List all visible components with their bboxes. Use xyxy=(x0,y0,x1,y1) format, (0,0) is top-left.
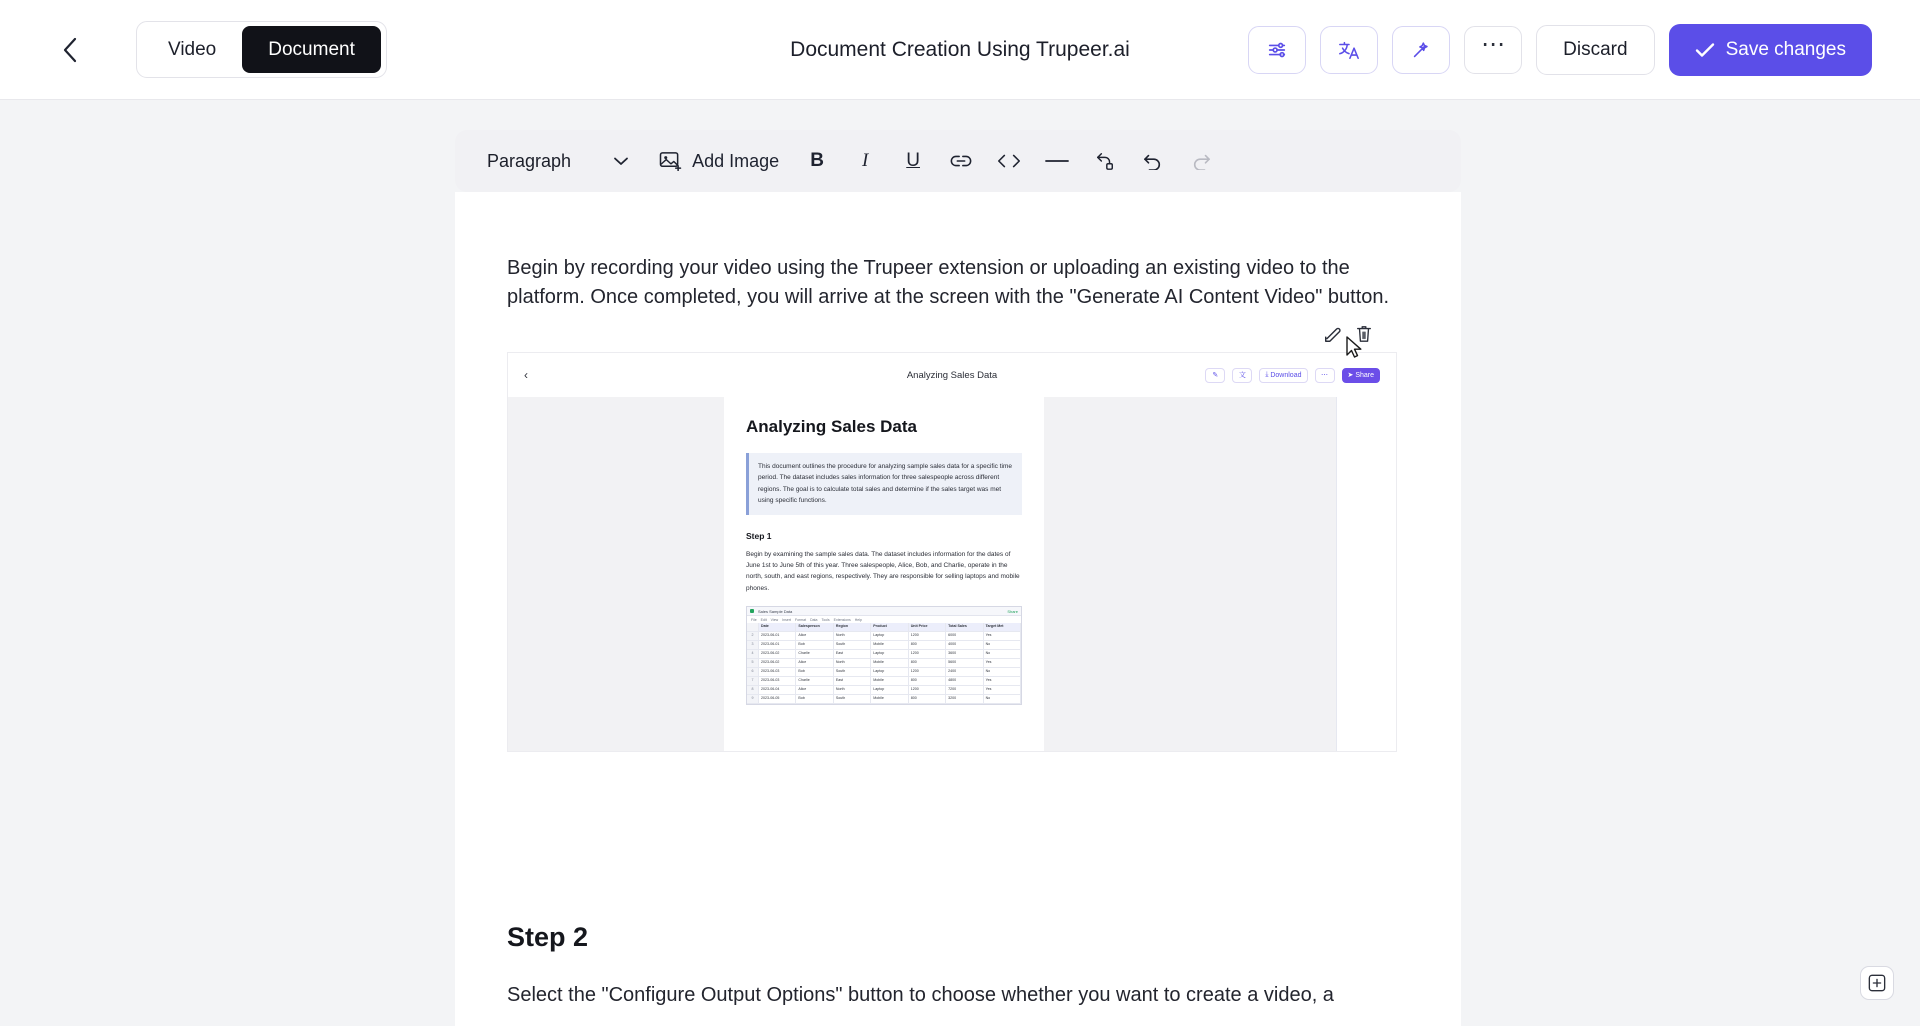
sheet-cell: Mobile xyxy=(871,677,908,686)
sheet-cell: Alice xyxy=(796,659,833,668)
screenshot-canvas xyxy=(508,397,1396,752)
undo-icon xyxy=(1142,152,1164,170)
sheet-cell: 2023-06-04 xyxy=(759,686,796,695)
download-icon: ⤓ xyxy=(1265,371,1271,378)
sheet-cell: Yes xyxy=(984,677,1021,686)
spreadsheet-menubar xyxy=(747,616,1021,623)
sheet-cell: 3600 xyxy=(946,650,983,659)
sheet-cell: Mobile xyxy=(871,641,908,650)
sheet-cell: Alice xyxy=(796,686,833,695)
settings-sliders-icon xyxy=(1266,39,1288,61)
sheet-cell: 2023-06-01 xyxy=(759,641,796,650)
more-options-button[interactable]: ⋯ xyxy=(1464,26,1522,74)
chevron-left-icon: ‹ xyxy=(524,368,528,382)
sheet-row-number xyxy=(747,623,759,632)
undo-button[interactable] xyxy=(1131,139,1175,183)
sheet-cell: No xyxy=(984,695,1021,704)
sheet-cell: South xyxy=(834,695,871,704)
settings-sliders-button[interactable] xyxy=(1248,26,1306,74)
sheet-cell: Alice xyxy=(796,632,833,641)
sheet-cell: Bob xyxy=(796,695,833,704)
sheet-cell: Yes xyxy=(984,659,1021,668)
sheet-header-cell: Product xyxy=(871,623,908,632)
save-changes-label: Save changes xyxy=(1725,38,1846,60)
intro-paragraph: Begin by recording your video using the Trupeer extension or uploading an existing video to the platform. Once completed, you will arrive at the screen with the "Generate AI Content Video" button. xyxy=(507,257,1390,308)
screenshot-title: Analyzing Sales Data xyxy=(906,369,998,381)
translate-icon xyxy=(1337,39,1361,61)
redo-icon xyxy=(1190,152,1212,170)
sheet-row-number: 8 xyxy=(747,686,759,695)
magic-wand-button[interactable] xyxy=(1392,26,1450,74)
code-brackets-icon xyxy=(996,153,1022,169)
editor-stage xyxy=(0,100,1920,1026)
sheet-cell: 4000 xyxy=(946,641,983,650)
add-image-label: Add Image xyxy=(692,150,780,171)
sheet-cell: Charlie xyxy=(796,650,833,659)
sheet-cell: South xyxy=(834,668,871,677)
sheet-cell: 2023-06-05 xyxy=(759,695,796,704)
screenshot-doc-title: Analyzing Sales Data xyxy=(746,417,918,436)
sheet-cell: East xyxy=(834,650,871,659)
sheet-cell: Laptop xyxy=(871,686,908,695)
code-button[interactable] xyxy=(987,139,1031,183)
tab-document[interactable]: Document xyxy=(242,26,381,73)
screenshot-document xyxy=(724,397,1044,752)
sheet-cell: North xyxy=(834,659,871,668)
sheet-cell: Laptop xyxy=(871,650,908,659)
add-block-icon xyxy=(1868,974,1886,992)
screenshot-step-paragraph: Begin by examining the sample sales data. The dataset includes information for the dates of June 1st to June 5th of this year. Three salespeople, Alice, Bob, and Charlie, operate in the north, south, and east regions, respectively. They are responsible for selling laptops and mobile phones. xyxy=(746,550,1020,592)
sheet-cell: Bob xyxy=(796,641,833,650)
sheet-cell: No xyxy=(984,650,1021,659)
menu-insert: Insert xyxy=(782,617,791,622)
screenshot-header xyxy=(508,353,1396,397)
sheet-cell: 2400 xyxy=(946,668,983,677)
back-button[interactable] xyxy=(48,28,92,72)
sheet-cell: 3200 xyxy=(946,695,983,704)
screenshot-callout: This document outlines the procedure for analyzing sample sales data for a specific time period. The dataset includes sales information for three salespeople across different regions. The goal is to calculate total sales and determine if the sales target was met using specific functions. xyxy=(746,453,1022,515)
sheet-cell: Laptop xyxy=(871,668,908,677)
chevron-down-icon xyxy=(613,156,629,166)
spacer xyxy=(507,752,1409,922)
sheet-cell: 800 xyxy=(909,659,946,668)
sheet-row-number: 5 xyxy=(747,659,759,668)
spreadsheet-grid xyxy=(747,623,1021,704)
underline-button[interactable]: U xyxy=(906,150,920,171)
image-toolbar xyxy=(1323,324,1373,350)
step2-paragraph: Select the "Configure Output Options" button to choose whether you want to create a video, a xyxy=(507,984,1334,1006)
sheet-cell: 1200 xyxy=(909,668,946,677)
sheet-cell: 1200 xyxy=(909,650,946,659)
spreadsheet-side-panel xyxy=(1336,397,1396,752)
mode-switch xyxy=(136,21,387,78)
save-changes-button[interactable] xyxy=(1669,24,1872,76)
horizontal-rule-icon xyxy=(1045,158,1069,164)
add-block-button[interactable] xyxy=(1860,966,1894,1000)
image-icon xyxy=(659,151,682,171)
mini-download-label: Download xyxy=(1270,371,1302,379)
redo-button[interactable] xyxy=(1179,139,1223,183)
embedded-image-block[interactable] xyxy=(507,352,1397,752)
menu-edit: Edit xyxy=(760,617,767,622)
top-bar xyxy=(0,0,1920,100)
menu-file: File xyxy=(751,617,757,622)
screenshot-step-heading: Step 1 xyxy=(746,530,772,541)
sheet-cell: 6000 xyxy=(946,632,983,641)
sheet-header-cell: Unit Price xyxy=(909,623,946,632)
check-icon xyxy=(1695,42,1715,58)
editor-toolbar xyxy=(455,130,1461,192)
sheet-cell: 800 xyxy=(909,695,946,704)
discard-button[interactable]: Discard xyxy=(1536,25,1654,75)
embed-icon xyxy=(1094,151,1116,171)
top-actions xyxy=(1248,24,1894,76)
menu-view: View xyxy=(770,617,779,622)
sheet-cell: Laptop xyxy=(871,632,908,641)
spreadsheet-titlebar xyxy=(747,607,1021,616)
embed-button[interactable] xyxy=(1083,139,1127,183)
sheet-cell: Mobile xyxy=(871,659,908,668)
sheet-cell: 1200 xyxy=(909,686,946,695)
divider-button[interactable] xyxy=(1035,139,1079,183)
sheet-cell: 800 xyxy=(909,677,946,686)
sheet-row-number: 7 xyxy=(747,677,759,686)
sheet-cell: 5600 xyxy=(946,659,983,668)
bold-button[interactable]: B xyxy=(810,150,824,171)
block-type-select[interactable] xyxy=(473,140,643,182)
sheet-cell: 1200 xyxy=(909,632,946,641)
step2-heading: Step 2 xyxy=(507,922,589,952)
screenshot-preview xyxy=(507,352,1397,752)
menu-data: Data xyxy=(810,617,818,622)
mini-edit-button: ✎ xyxy=(1205,368,1225,383)
translate-button[interactable] xyxy=(1320,26,1378,74)
sheet-row-number: 3 xyxy=(747,641,759,650)
sheet-row-number: 4 xyxy=(747,650,759,659)
sheet-cell: 7200 xyxy=(946,686,983,695)
menu-tools: Tools xyxy=(821,617,830,622)
sheet-cell: 2023-06-03 xyxy=(759,677,796,686)
tab-video[interactable]: Video xyxy=(168,38,217,60)
chevron-left-icon xyxy=(62,37,78,63)
mini-share-label: Share xyxy=(1355,371,1374,379)
sheet-cell: North xyxy=(834,686,871,695)
sheets-icon xyxy=(750,609,754,613)
sheet-header-cell: Target Met xyxy=(984,623,1021,632)
sheet-row-number: 2 xyxy=(747,632,759,641)
menu-format: Format xyxy=(794,617,807,622)
mini-translate-button: 文 xyxy=(1232,368,1252,383)
sheet-cell: 4800 xyxy=(946,677,983,686)
page-title: Document Creation Using Trupeer.ai xyxy=(790,37,1130,61)
menu-extensions: Extensions xyxy=(833,617,851,622)
sheet-cell: Yes xyxy=(984,632,1021,641)
sheet-row-number: 9 xyxy=(747,695,759,704)
mini-more-button: ⋯ xyxy=(1315,368,1335,383)
sheet-cell: South xyxy=(834,641,871,650)
sheet-header-cell: Total Sales xyxy=(946,623,983,632)
add-image-button[interactable] xyxy=(647,139,791,183)
sheet-cell: No xyxy=(984,668,1021,677)
sheet-cell: Charlie xyxy=(796,677,833,686)
menu-help: Help xyxy=(854,617,862,622)
link-button[interactable] xyxy=(939,139,983,183)
spreadsheet-share-label: Share xyxy=(1007,608,1018,614)
sheet-header-cell: Salesperson xyxy=(796,623,833,632)
sheet-cell: East xyxy=(834,677,871,686)
sheet-cell: North xyxy=(834,632,871,641)
spreadsheet-preview xyxy=(746,606,1022,705)
italic-button[interactable]: I xyxy=(861,150,869,171)
link-icon xyxy=(950,153,972,169)
sheet-cell: 2023-06-01 xyxy=(759,632,796,641)
sheet-cell: Mobile xyxy=(871,695,908,704)
sheet-cell: Bob xyxy=(796,668,833,677)
sheet-header-cell: Region xyxy=(834,623,871,632)
sheet-header-cell: Date xyxy=(759,623,796,632)
document-body xyxy=(455,192,1461,1010)
sheet-cell: 2023-06-02 xyxy=(759,659,796,668)
share-icon: ➤ xyxy=(1347,372,1356,379)
sheet-cell: Yes xyxy=(984,686,1021,695)
sheet-row-number: 6 xyxy=(747,668,759,677)
magic-wand-icon xyxy=(1410,39,1432,61)
edit-image-icon[interactable] xyxy=(1323,324,1343,350)
sheet-cell: No xyxy=(984,641,1021,650)
sheet-cell: 800 xyxy=(909,641,946,650)
sheet-cell: 2023-06-02 xyxy=(759,650,796,659)
sheet-cell: 2023-06-03 xyxy=(759,668,796,677)
block-type-value: Paragraph xyxy=(487,150,572,171)
spreadsheet-name: Sales Sample Data xyxy=(758,608,793,614)
delete-image-icon[interactable] xyxy=(1355,324,1373,350)
document-page[interactable] xyxy=(455,192,1461,1026)
